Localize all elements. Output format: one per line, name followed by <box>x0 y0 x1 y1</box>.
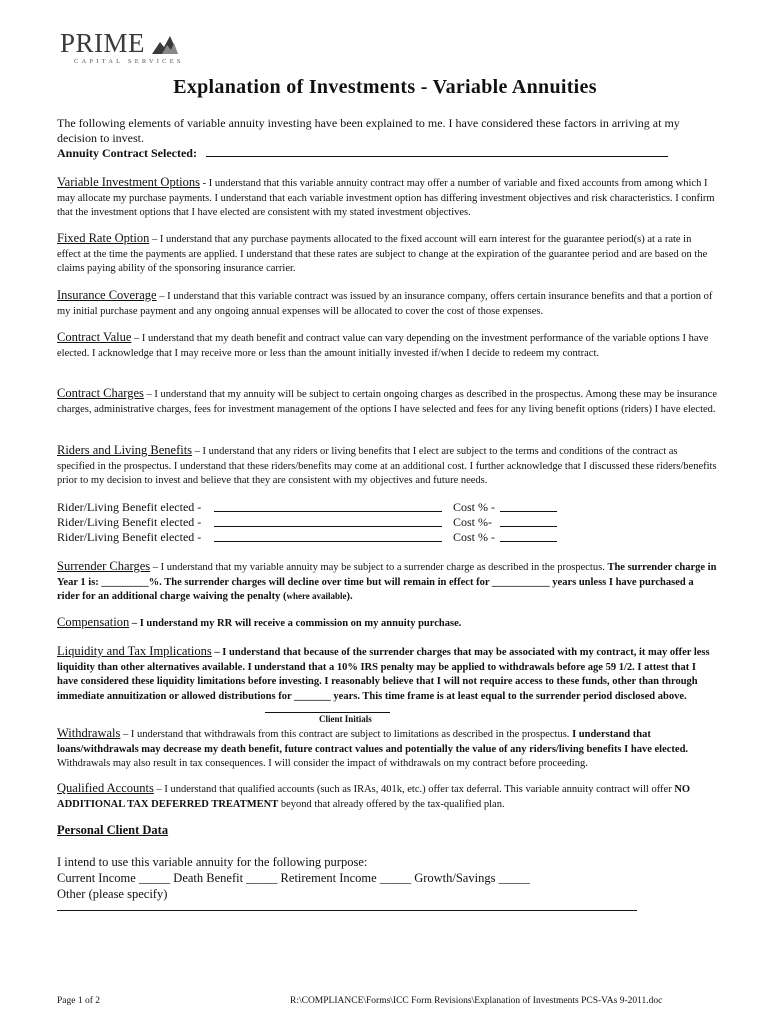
section-title: Contract Value <box>57 330 132 344</box>
rider-row <box>57 515 717 530</box>
cost-label: Cost %- <box>453 515 492 529</box>
section-body: – I understand that any riders or living benefits that I elect are subject to the terms and conditions of the contract as specified in the prospectus. I understand that these riders/benefits may come at an additional cost. I further acknowledge that I discussed these riders/benefits prior to my decision to invest and believe that they are consistent with my objectives and future needs. <box>57 446 717 486</box>
annuity-contract-selected-label: Annuity Contract Selected: <box>57 146 197 160</box>
client-initials-field[interactable] <box>265 712 390 713</box>
purpose-options[interactable]: Current Income _____ Death Benefit _____ Retirement Income _____ Growth/Savings _____ <box>57 871 530 885</box>
rider-label: Rider/Living Benefit elected - <box>57 500 202 514</box>
rider-row <box>57 500 717 515</box>
section-title: Insurance Coverage <box>57 288 157 302</box>
cost-label: Cost % - <box>453 500 495 514</box>
section-title: Variable Investment Options <box>57 175 201 189</box>
rider-label: Rider/Living Benefit elected - <box>57 530 202 544</box>
section-title: Liquidity and Tax Implications <box>57 644 212 658</box>
intro-block <box>57 116 717 161</box>
section-variable-investment-options <box>57 176 717 220</box>
cost-input[interactable] <box>500 526 557 527</box>
section-body: – I understand that my variable annuity may be subject to a surrender charge as described in the prospectus. <box>150 562 608 573</box>
section-body: – I understand that withdrawals from this contract are subject to limitations as described in the prospectus. <box>120 729 573 740</box>
section-title: Compensation <box>57 615 130 629</box>
section-body: – I understand that my death benefit and contract value can vary depending on the investment performance of the variable options I have elected. I acknowledge that I may receive more or less than the amount initially invested if/when I decide to redeem my contract. <box>57 333 709 359</box>
section-body-bold: – I understand my RR will receive a commission on my annuity purchase. <box>129 618 462 629</box>
section-title: Qualified Accounts <box>57 781 154 795</box>
section-body-bold: I understand that loans/withdrawals may decrease my death benefit, future contract values and potentially the value of any riders/living benefits I have elected. <box>57 729 689 755</box>
personal-client-data-heading: Personal Client Data <box>57 823 169 837</box>
section-body: – I understand that any purchase payments allocated to the fixed account will earn interest for the guarantee period(s) at a rate in effect at the time the payments are applied. I understand that these rates are subject to change at the expiration of the guarantee period and are based on the claims paying ability of the sponsoring insurance carrier. <box>57 234 708 274</box>
cost-label: Cost % - <box>453 530 495 544</box>
file-path: R:\COMPLIANCE\Forms\ICC Form Revisions\Explanation of Investments PCS-VAs 9-2011.doc <box>290 996 663 1006</box>
section-body-end: Withdrawals may also result in tax consequences. I will consider the impact of withdrawals on my contract before proceeding. <box>57 758 588 769</box>
section-qualified-accounts <box>57 782 717 811</box>
section-title: Contract Charges <box>57 386 144 400</box>
logo-subtitle: CAPITAL SERVICES <box>74 58 184 65</box>
section-surrender-charges <box>57 560 717 604</box>
section-withdrawals <box>57 727 717 771</box>
rider-input[interactable] <box>214 526 442 527</box>
other-purpose-field[interactable] <box>57 910 637 911</box>
section-body-bold: The surrender charge in Year 1 is: _________%. The surrender charges will decline over time but will remain in effect for ___________ years unless I have purchased a rider for an additional charge waiving the penalty ( <box>57 562 717 602</box>
purpose-other: Other (please specify) <box>57 887 168 901</box>
rider-label: Rider/Living Benefit elected - <box>57 515 202 529</box>
section-title: Surrender Charges <box>57 559 151 573</box>
section-body: – I understand that qualified accounts (such as IRAs, 401k, etc.) offer tax deferral. This variable annuity contract will offer <box>153 784 675 795</box>
purpose-intro: I intend to use this variable annuity for the following purpose: <box>57 855 368 869</box>
page-number: Page 1 of 2 <box>57 996 101 1006</box>
section-liquidity-tax <box>57 645 717 703</box>
section-body-bold: – I understand that because of the surrender charges that may be associated with my contract, it may offer less liquidity than other alternatives available. I understand that a 10% IRS penalty may be applied to withdrawals before age 59 1/2. I attest that I have considered these liquidity limitations before investing. I reasonably believe that I will not require access to these funds, other than through immediate annuitization or allowed distributions for _______ years. This time frame is at least equal to the surrender period disclosed above. <box>57 647 710 702</box>
section-title: Fixed Rate Option <box>57 231 150 245</box>
section-body: - I understand that this variable annuity contract may offer a number of variable and fixed accounts from among which I may allocate my purchase payments. I understand that each variable investment option has differing investment objectives and risk characteristics. I confirm that the investment options that I have elected are consistent with my stated investment objectives. <box>57 178 715 218</box>
section-body-bold-end: ). <box>346 591 353 602</box>
cost-input[interactable] <box>500 541 557 542</box>
section-body-bold: NO ADDITIONAL TAX DEFERRED TREATMENT <box>57 784 691 810</box>
document-title: Explanation of Investments - Variable Annuities <box>173 76 597 98</box>
intro-text: The following elements of variable annuity investing have been explained to me. I have considered these factors in arriving at my decision to invest. <box>57 116 680 145</box>
section-title: Riders and Living Benefits <box>57 443 193 457</box>
section-title: Withdrawals <box>57 726 121 740</box>
section-compensation <box>57 616 717 631</box>
rider-row <box>57 530 717 545</box>
section-body: – I understand that my annuity will be subject to certain ongoing charges as described in the prospectus. Among these may be insurance charges, administrative charges, fees for investment management of the options I have selected and fees for any living benefit options (riders) I have elected. <box>57 389 717 415</box>
cost-input[interactable] <box>500 511 557 512</box>
rider-input[interactable] <box>214 541 442 542</box>
section-contract-value <box>57 331 717 360</box>
annuity-contract-selected-field[interactable] <box>206 145 668 157</box>
purpose-block <box>57 854 717 902</box>
rider-fields <box>57 500 717 545</box>
section-insurance-coverage <box>57 289 717 318</box>
section-body: – I understand that this variable contract was issued by an insurance company, offers certain insurance benefits and that a portion of my initial purchase payment and any ongoing annual expenses will be allocated to cover the cost of those expenses. <box>57 291 713 317</box>
rider-input[interactable] <box>214 511 442 512</box>
section-fixed-rate-option <box>57 232 717 276</box>
company-logo <box>60 28 190 72</box>
section-body-small: where available <box>286 591 347 601</box>
section-riders-living-benefits <box>57 444 717 488</box>
prime-logo-mark-icon <box>152 34 178 54</box>
client-initials-label: Client Initials <box>319 714 372 724</box>
section-contract-charges <box>57 387 717 416</box>
section-body-end: beyond that already offered by the tax-qualified plan. <box>278 798 505 810</box>
logo-wordmark: PRIME <box>60 28 146 58</box>
